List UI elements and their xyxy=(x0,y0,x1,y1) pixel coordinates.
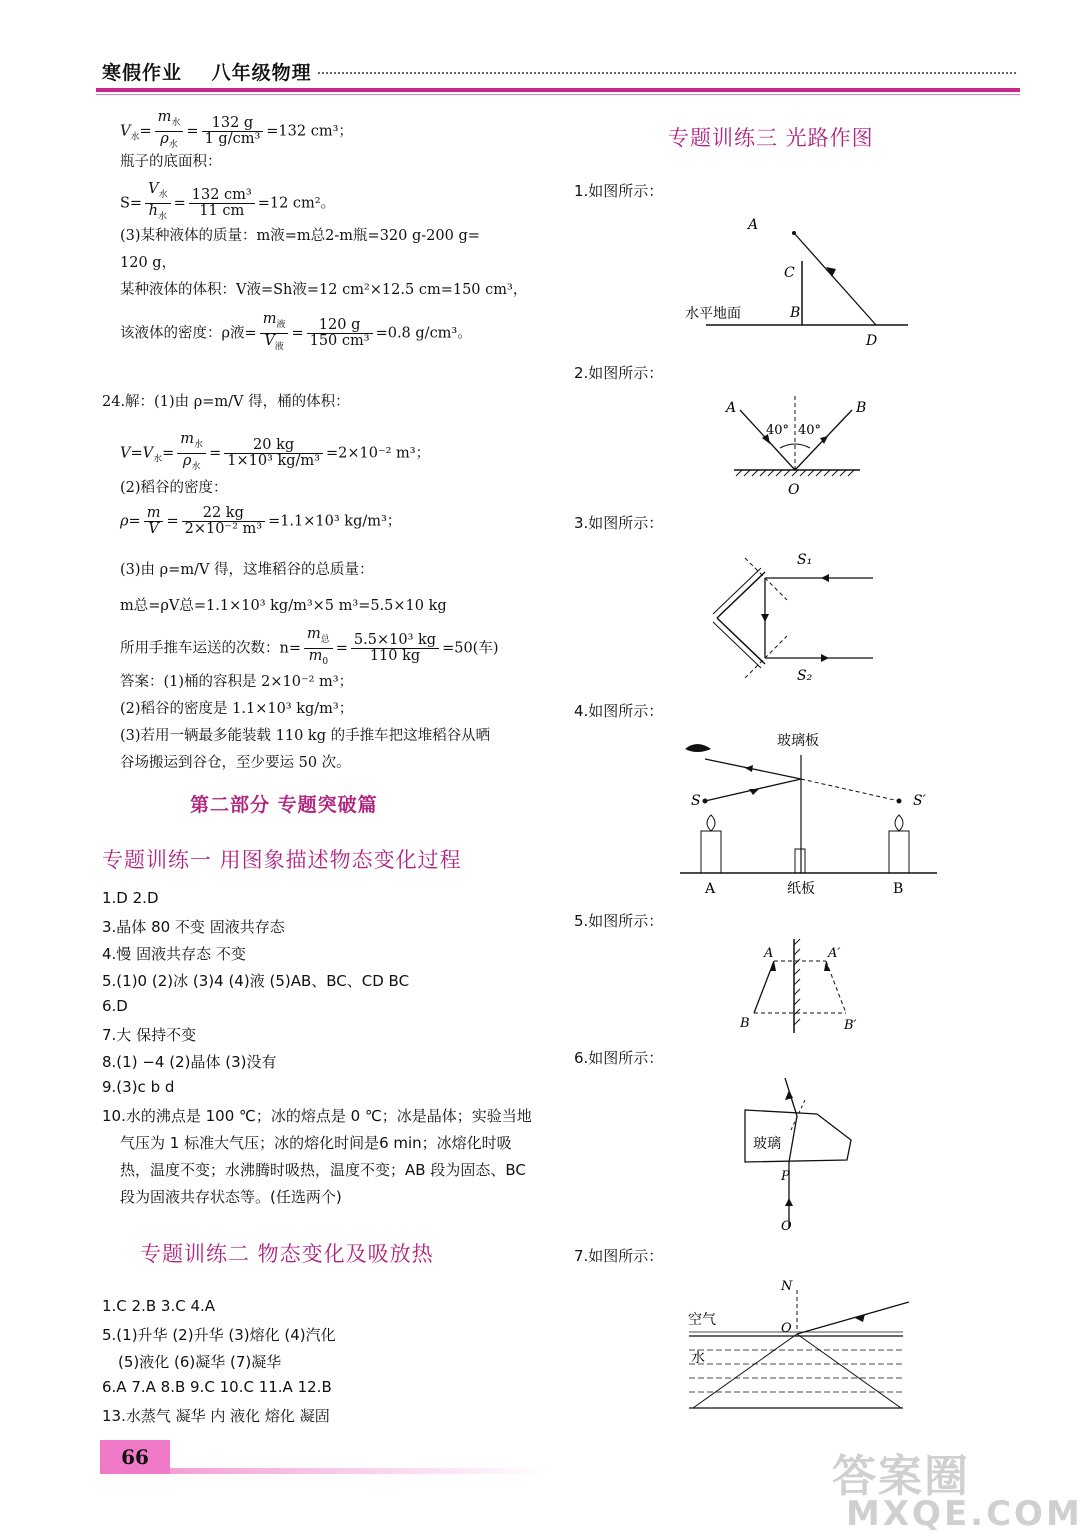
fig4-label-s-prime: S′ xyxy=(913,793,926,809)
fig6-diagram xyxy=(735,1070,865,1240)
topic2-answer: 1.C 2.B 3.C 4.A xyxy=(102,1297,216,1315)
eq-v-water: $V_水=$ $\frac{m_水}{\rho_水}$ = $\frac{132 g}{\text{1 g/cm³}}$ =132 cm³； xyxy=(120,109,353,150)
watermark-logo: 答案圈 xyxy=(832,1451,970,1502)
header-dotted-rule xyxy=(318,72,1016,74)
topic2-answer: 6.A 7.A 8.B 9.C 10.C 11.A 12.B xyxy=(102,1378,332,1396)
fig2-caption: 2.如图所示： xyxy=(574,364,664,382)
fig7-reflected-ray xyxy=(797,1334,901,1408)
fig7-incident-ray xyxy=(797,1302,909,1334)
topic1-q10-line: 段为固液共存状态等。(任选两个) xyxy=(120,1188,342,1206)
fig7-label-o: O xyxy=(781,1321,792,1336)
topic1-answer: 6.D xyxy=(102,997,128,1015)
q24-volume-eq: $V=V_水=$ $\frac{m_水}{\rho_水}$ = $\frac{20 kg}{\text{1×10³ kg/m³}}$ =2×10⁻² m³； xyxy=(120,431,431,472)
fig1-label-d: D xyxy=(866,333,878,349)
fig5-label-b: B xyxy=(740,1016,750,1031)
fig7-diagram xyxy=(685,1272,915,1422)
fig1-arrow xyxy=(826,267,836,277)
q24-total-mass-eq: m总=ρV总=1.1×10³ kg/m³×5 m³=5.5×10 kg xyxy=(120,598,447,614)
topic1-q10-line: 热，温度不变；水沸腾时吸热，温度不变；AB 段为固态、BC xyxy=(120,1161,526,1179)
text-liquid-mass-cont: 120 g， xyxy=(120,255,177,271)
fig1-label-b: B xyxy=(790,305,801,321)
topic2-answer: 13.水蒸气 凝华 内 液化 熔化 凝固 xyxy=(102,1407,330,1425)
q24-answer-2: (2)稻谷的密度是 1.1×10³ kg/m³； xyxy=(120,701,354,717)
fig6-caption: 6.如图所示： xyxy=(574,1049,664,1067)
fig4-card-block xyxy=(795,849,805,873)
header-rule xyxy=(96,88,1020,92)
topic1-heading: 专题训练一 用图象描述物态变化过程 xyxy=(102,848,462,872)
topic1-answer: 5.(1)0 (2)冰 (3)4 (4)液 (5)AB、BC、CD BC xyxy=(102,972,410,990)
fig5-diagram xyxy=(730,935,870,1040)
fig3-caption: 3.如图所示： xyxy=(574,514,664,532)
q24-answer-3: (3)若用一辆最多能装载 110 kg 的手推车把这堆稻谷从晒 xyxy=(120,728,491,744)
text-bottle-area: 瓶子的底面积： xyxy=(120,154,222,170)
q24-answer-4: 谷场搬运到谷仓，至少要运 50 次。 xyxy=(120,755,351,771)
fig4-eye-icon xyxy=(685,744,711,752)
fig2-angle-left: 40° xyxy=(766,423,790,438)
fig2-angle-right: 40° xyxy=(798,423,822,438)
eq-liquid-density: 该液体的密度：ρ液= $\frac{m_液}{V_液}$ = $\frac{120 g}{\text{150 cm³}}$ =0.8 g/cm³。 xyxy=(120,311,472,352)
q24-trips-eq: 所用手推车运送的次数：n= $\frac{m_总}{m_0}$ = $\frac{\text{5.5×10³ kg}}{110 kg}$ =50(车) xyxy=(120,626,499,667)
fig4-glass-label: 玻璃板 xyxy=(777,733,819,749)
part2-heading: 第二部分 专题突破篇 xyxy=(190,794,378,816)
topic2-heading: 专题训练二 物态变化及吸放热 xyxy=(140,1242,434,1266)
fig4-diagram xyxy=(675,725,945,905)
fig4-label-a: A xyxy=(705,881,716,897)
eq-area: S= $\frac{V_水}{h_水}$ = $\frac{\text{132 cm³}}{11 cm}$ =12 cm²。 xyxy=(120,181,336,222)
fig7-caption: 7.如图所示： xyxy=(574,1247,664,1265)
fig4-virtual-ray xyxy=(801,779,899,801)
fig3-diagram xyxy=(705,540,895,690)
fig1-diagram xyxy=(680,205,920,355)
footer-bar xyxy=(170,1468,550,1474)
subject-title: 八年级物理 xyxy=(211,62,312,84)
fig1-point-a xyxy=(792,231,796,235)
topic3-heading: 专题训练三 光路作图 xyxy=(668,126,874,150)
header-rule-thin xyxy=(96,94,1020,95)
fig2-label-b: B xyxy=(856,400,867,416)
fig3-arrow-mid xyxy=(761,614,769,622)
topic1-answer: 3.晶体 80 不变 固液共存态 xyxy=(102,918,285,936)
fig4-eye-ray xyxy=(705,759,801,779)
running-header xyxy=(102,58,334,85)
q24-intro: 24.解：(1)由 ρ=m/V 得，桶的体积： xyxy=(102,394,350,410)
text-liquid-mass: (3)某种液体的质量：m液=m总2-m瓶=320 g-200 g= xyxy=(120,228,480,244)
topic1-answer: 9.(3)c b d xyxy=(102,1078,175,1096)
fig2-diagram xyxy=(720,390,880,500)
fig4-flame-a xyxy=(707,815,715,831)
topic2-answer: 5.(1)升华 (2)升华 (3)熔化 (4)汽化 xyxy=(102,1326,336,1344)
fig3-normal-1 xyxy=(745,558,787,600)
fig3-arrow-in xyxy=(821,574,829,582)
fig2-label-a: A xyxy=(726,400,737,416)
fig4-flame-b xyxy=(895,815,903,831)
fig3-mirror-lower-back xyxy=(713,622,761,668)
fig3-label-s1: S₁ xyxy=(797,552,813,568)
fig3-label-s2: S₂ xyxy=(797,668,813,684)
fig6-refracted-ray xyxy=(789,1116,797,1162)
fig1-caption: 1.如图所示： xyxy=(574,182,664,200)
fig5-hatching xyxy=(794,939,800,1025)
fig7-water-lines xyxy=(689,1350,903,1392)
topic1-answer: 1.D 2.D xyxy=(102,889,159,907)
fig7-refracted-ray xyxy=(693,1334,797,1408)
fig3-mirror-upper xyxy=(717,572,765,618)
fig5-label-b-prime: B′ xyxy=(844,1018,857,1033)
q24-density-label: (2)稻谷的密度： xyxy=(120,480,228,496)
fig5-label-a-prime: A′ xyxy=(828,946,841,961)
book-title: 寒假作业 xyxy=(102,62,183,84)
topic1-answer: 4.慢 固液共存态 不变 xyxy=(102,945,246,963)
topic1-q10-line: 10.水的沸点是 100 ℃；冰的熔点是 0 ℃；冰是晶体；实验当地 xyxy=(102,1107,532,1125)
fig2-hatching xyxy=(736,470,854,476)
fig6-arrow-in xyxy=(785,1198,793,1206)
fig6-label-p: P xyxy=(781,1169,790,1184)
fig5-caption: 5.如图所示： xyxy=(574,912,664,930)
fig2-label-o: O xyxy=(788,482,800,498)
topic1-answer: 7.大 保持不变 xyxy=(102,1026,197,1044)
topic2-answer: (5)液化 (6)凝华 (7)凝华 xyxy=(118,1353,282,1371)
fig4-label-b: B xyxy=(893,881,904,897)
fig6-label-o: O xyxy=(781,1219,792,1234)
fig1-ground-label: 水平地面 xyxy=(685,306,741,322)
fig1-ray xyxy=(794,233,876,325)
fig4-caption: 4.如图所示： xyxy=(574,702,664,720)
q24-answer-1: 答案：(1)桶的容积是 2×10⁻² m³； xyxy=(120,674,354,690)
fig1-label-c: C xyxy=(784,265,795,281)
fig7-arrow-in xyxy=(855,1314,865,1322)
fig4-label-s: S xyxy=(691,793,701,809)
fig3-arrow-out xyxy=(821,654,829,662)
fig7-label-n: N xyxy=(781,1279,793,1294)
q24-total-mass-label: (3)由 ρ=m/V 得，这堆稻谷的总质量： xyxy=(120,562,374,578)
fig6-glass-label: 玻璃 xyxy=(753,1136,781,1152)
topic1-q10-line: 气压为 1 标准大气压；冰的熔化时间是6 min；冰熔化时吸 xyxy=(120,1134,512,1152)
text-liquid-volume: 某种液体的体积：V液=Sh液=12 cm²×12.5 cm=150 cm³， xyxy=(120,282,528,298)
q24-density-eq: ρ= $\frac{m}{V}$ = $\frac{22 kg}{\text{2×10⁻² m³}}$ =1.1×10³ kg/m³； xyxy=(120,505,402,537)
fig4-arrow-eye xyxy=(745,765,753,772)
fig4-candle-a xyxy=(701,831,721,873)
fig4-card-label: 纸板 xyxy=(787,881,815,897)
fig3-normal-2 xyxy=(745,636,787,678)
watermark-url: MXQE.COM xyxy=(846,1494,1083,1534)
page-number: 66 xyxy=(100,1440,170,1474)
topic1-answer: 8.(1) −4 (2)晶体 (3)没有 xyxy=(102,1053,277,1071)
fig3-mirror-upper-back xyxy=(713,568,761,614)
fig7-water-label: 水 xyxy=(691,1350,705,1366)
fig4-point-s-image xyxy=(897,799,902,804)
fig4-candle-b xyxy=(889,831,909,873)
fig4-arrow-source xyxy=(749,789,759,795)
fig3-mirror-lower xyxy=(717,618,765,664)
fig5-label-a: A xyxy=(764,946,774,961)
fig1-label-a: A xyxy=(748,217,759,233)
fig7-air-label: 空气 xyxy=(688,1312,716,1328)
fig4-point-s xyxy=(703,799,708,804)
